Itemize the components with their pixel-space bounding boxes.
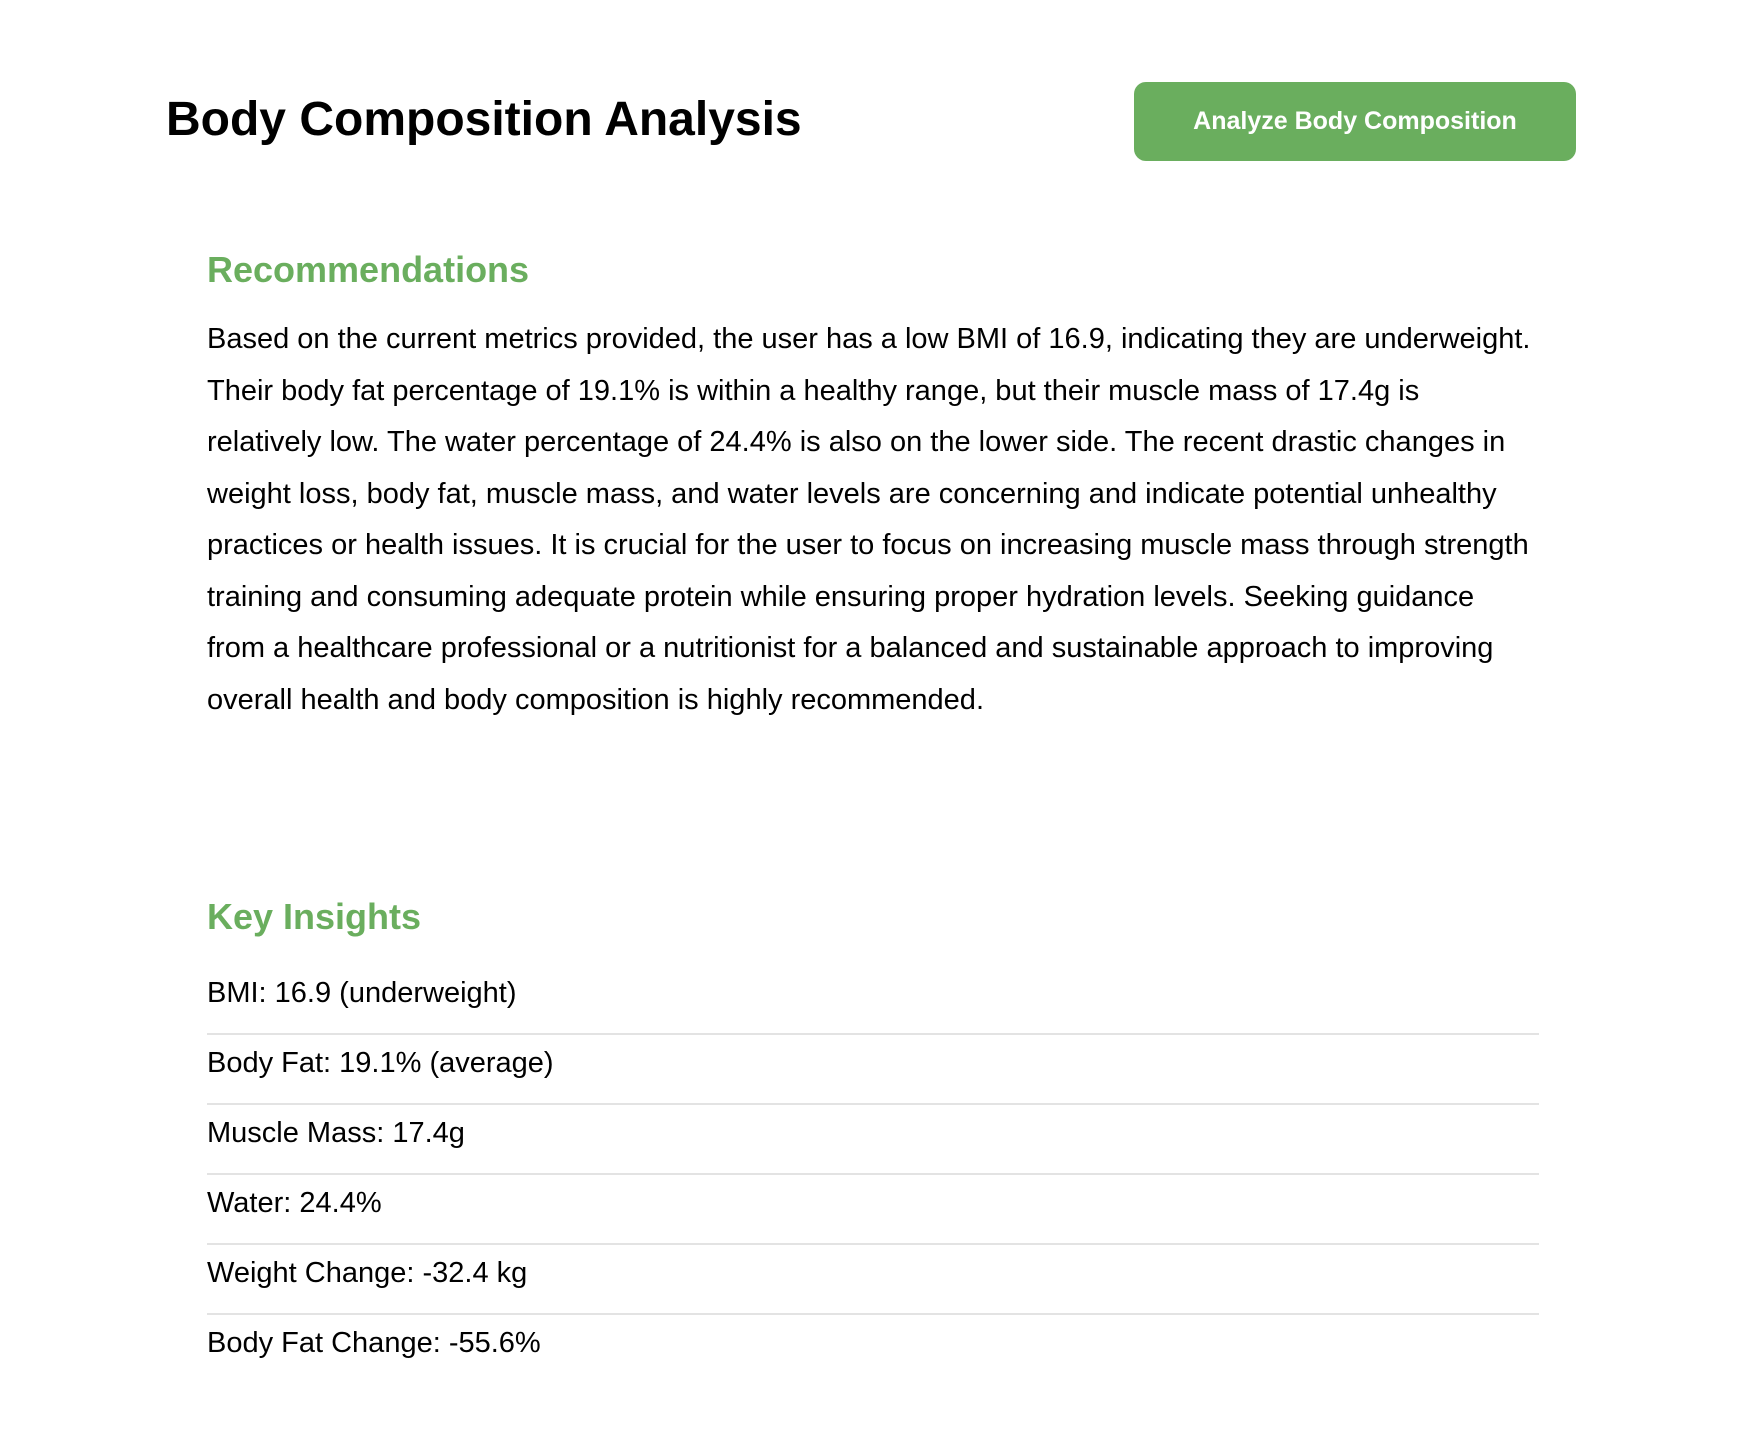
insight-item-muscle-mass: Muscle Mass: 17.4g: [207, 1105, 1539, 1175]
recommendations-section: [207, 248, 1539, 726]
key-insights-heading: Key Insights: [207, 896, 422, 937]
key-insights-section: [207, 895, 1539, 1385]
analyze-body-composition-button[interactable]: Analyze Body Composition: [1134, 82, 1576, 161]
recommendations-text: Based on the current metrics provided, the user has a low BMI of 16.9, indicating they are underweight. Their body fat percentage of 19.1% is within a healthy range, but their muscle mass of 17.4g is relatively low. The water percentage of 24.4% is also on the lower side. The recent drastic changes in weight loss, body fat, muscle mass, and water levels are concerning and indicate potential unhealthy practices or health issues. It is crucial for the user to focus on increasing muscle mass through strength training and consuming adequate protein while ensuring proper hydration levels. Seeking guidance from a healthcare professional or a nutritionist for a balanced and sustainable approach to improving overall health and body composition is highly recommended.: [207, 323, 1531, 716]
insight-item-water: Water: 24.4%: [207, 1175, 1539, 1245]
page-title: Body Composition Analysis: [166, 93, 802, 146]
insight-item-bmi: BMI: 16.9 (underweight): [207, 965, 1539, 1035]
recommendations-heading: Recommendations: [207, 249, 530, 290]
insight-item-body-fat-change: Body Fat Change: -55.6%: [207, 1327, 541, 1359]
insights-list: [207, 965, 1539, 1385]
insight-item-body-fat: Body Fat: 19.1% (average): [207, 1035, 1539, 1105]
insight-item-weight-change: Weight Change: -32.4 kg: [207, 1245, 1539, 1315]
